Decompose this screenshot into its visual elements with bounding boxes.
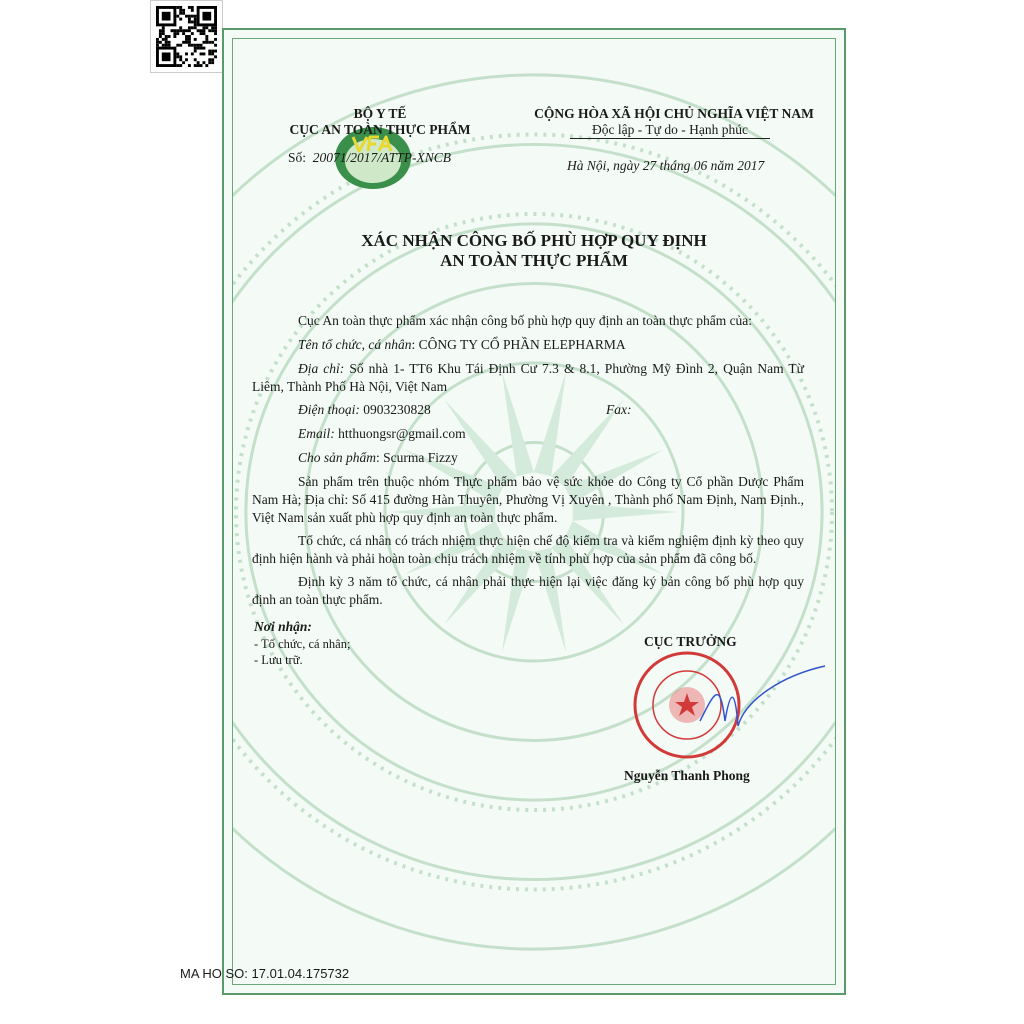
recipient-item: - Lưu trữ. bbox=[254, 653, 303, 667]
signature-block bbox=[600, 633, 800, 785]
national-motto: Độc lập - Tự do - Hạnh phúc bbox=[570, 122, 770, 139]
document-title-line1: XÁC NHẬN CÔNG BỐ PHÙ HỢP QUY ĐỊNH bbox=[361, 231, 707, 250]
paragraph-manufacturer: Sản phẩm trên thuộc nhóm Thực phẩm bảo vệ sức khỏe do Công ty Cổ phần Dược Phẩm Nam Hà; Địa chỉ: Số 415 đường Hàn Thuyên, Phường Vị Xuyên , Thành phố Nam Định, Nam Định., Việt Nam sản xuất phù hợp quy định an toàn thực phẩm. bbox=[252, 474, 804, 525]
recipients-label: Nơi nhận: bbox=[254, 619, 312, 634]
address: Địa chỉ: Số nhà 1- TT6 Khu Tái Định Cư 7.3 & 8.1, Phường Mỹ Đình 2, Quận Nam Từ Liêm, Thành Phố Hà Nội, Việt Nam bbox=[252, 361, 804, 394]
email: Email: htthuongsr@gmail.com bbox=[298, 426, 466, 441]
document-title-line2: AN TOÀN THỰC PHẨM bbox=[440, 251, 628, 270]
recipients bbox=[254, 619, 350, 669]
certificate-body bbox=[252, 312, 804, 789]
country-name: CỘNG HÒA XÃ HỘI CHỦ NGHĨA VIỆT NAM bbox=[534, 106, 814, 121]
organization: Tên tổ chức, cá nhân: CÔNG TY CỔ PHẦN ELEPHARMA bbox=[298, 337, 626, 352]
fax-label: Fax: bbox=[606, 402, 632, 417]
director-name: Nguyễn Thanh Phong bbox=[624, 768, 750, 783]
recipient-item: - Tổ chức, cá nhân; bbox=[254, 636, 351, 651]
intro-text: Cục An toàn thực phẩm xác nhận công bố phù hợp quy định an toàn thực phẩm của: bbox=[298, 313, 753, 328]
product: Cho sản phẩm: Scurma Fizzy bbox=[298, 450, 458, 465]
ministry-name: BỘ Y TẾ bbox=[353, 106, 407, 121]
qr-code bbox=[150, 0, 223, 73]
file-code: MA HO SO: 17.01.04.175732 bbox=[180, 966, 350, 981]
document-number: Số: 20071/2017/ATTP-XNCB bbox=[288, 150, 452, 165]
footer bbox=[252, 619, 804, 789]
director-title: CỤC TRƯỞNG bbox=[644, 634, 737, 649]
official-stamp-and-signature bbox=[630, 651, 830, 763]
issue-date: Hà Nội, ngày 27 tháng 06 năm 2017 bbox=[567, 158, 765, 173]
paragraph-responsibility: Tổ chức, cá nhân có trách nhiệm thực hiện chế độ kiểm tra và kiểm nghiệm định kỳ theo quy định hiện hành và phải hoàn toàn chịu trách nhiệm về tính phù hợp của sản phẩm đã công bố. bbox=[252, 533, 804, 566]
agency-name: CỤC AN TOÀN THỰC PHẨM bbox=[289, 122, 471, 137]
paragraph-renewal: Định kỳ 3 năm tổ chức, cá nhân phải thực hiện lại việc đăng ký bản công bố phù hợp quy định an toàn thực phẩm. bbox=[252, 574, 804, 607]
phone: Điện thoại: 0903230828 Fax: bbox=[298, 402, 632, 417]
